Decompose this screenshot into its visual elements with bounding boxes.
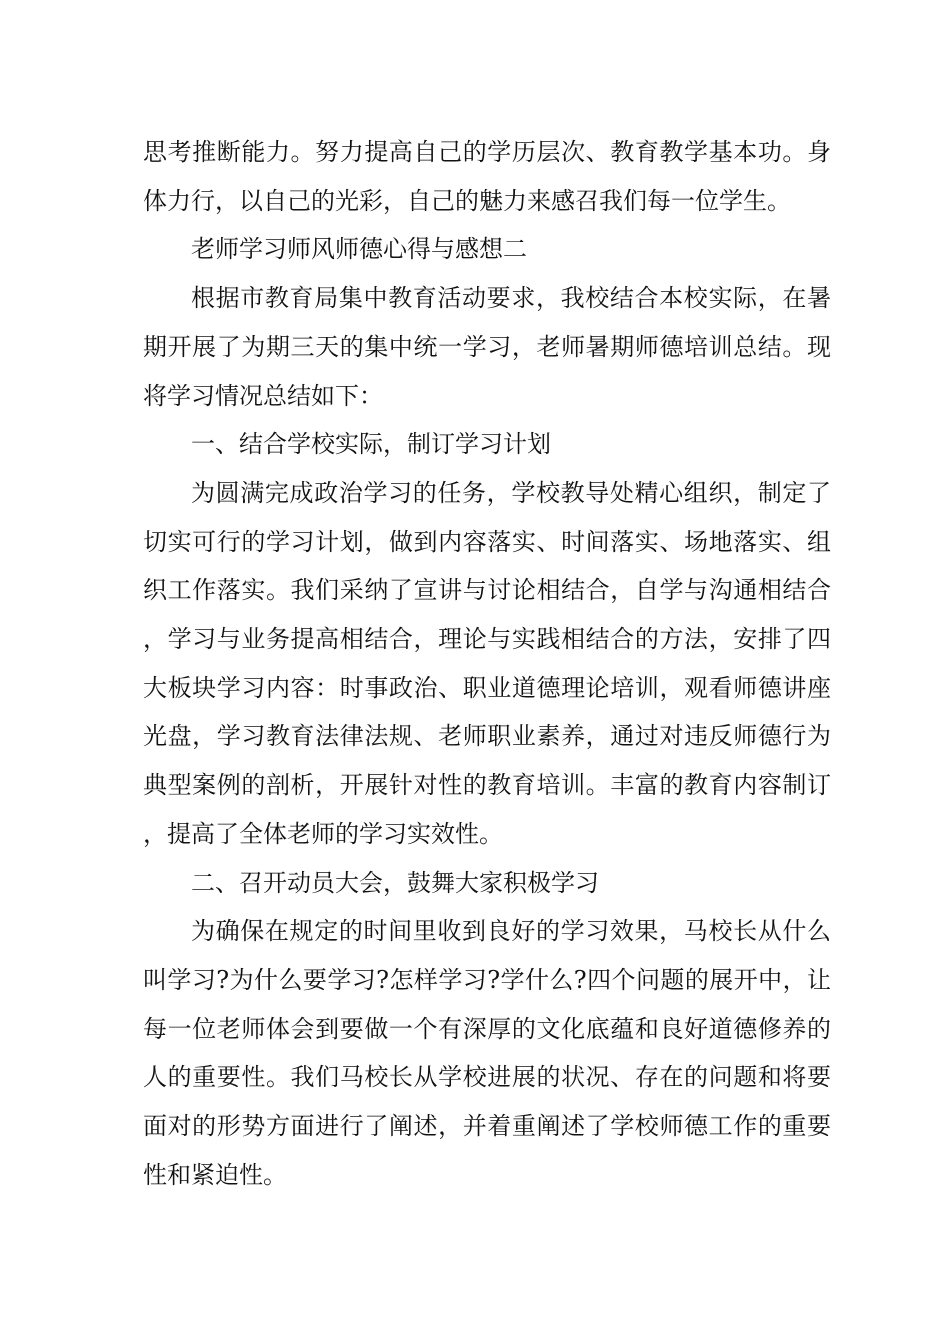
paragraph-continued: 思考推断能力。努力提高自己的学历层次、教育教学基本功。身体力行，以自己的光彩，自己的魅力来感召我们每一位学生。	[143, 138, 831, 215]
paragraph-intro: 根据市教育局集中教育活动要求，我校结合本校实际，在暑期开展了为期三天的集中统一学习，老师暑期师德培训总结。现将学习情况总结如下：	[143, 284, 831, 410]
document-body	[143, 128, 831, 1199]
paragraph-meeting: 为确保在规定的时间里收到良好的学习效果，马校长从什么叫学习?为什么要学习?怎样学习?学什么?四个问题的展开中，让每一位老师体会到要做一个有深厚的文化底蕴和良好道德修养的人的重要性。我们马校长从学校进展的状况、存在的问题和将要面对的形势方面进行了阐述，并着重阐述了学校师德工作的重要性和紧迫性。	[143, 917, 831, 1189]
subheading-meeting: 二、召开动员大会，鼓舞大家积极学习	[191, 868, 599, 897]
paragraph-plan: 为圆满完成政治学习的任务，学校教导处精心组织，制定了切实可行的学习计划，做到内容落实、时间落实、场地落实、组织工作落实。我们采纳了宣讲与讨论相结合，自学与沟通相结合，学习与业务提高相结合，理论与实践相结合的方法，安排了四大板块学习内容：时事政治、职业道德理论培训，观看师德讲座光盘，学习教育法律法规、老师职业素养，通过对违反师德行为典型案例的剖析，开展针对性的教育培训。丰富的教育内容制订，提高了全体老师的学习实效性。	[143, 478, 831, 848]
subheading-plan: 一、结合学校实际，制订学习计划	[191, 430, 551, 459]
section-title: 老师学习师风师德心得与感想二	[191, 235, 527, 264]
